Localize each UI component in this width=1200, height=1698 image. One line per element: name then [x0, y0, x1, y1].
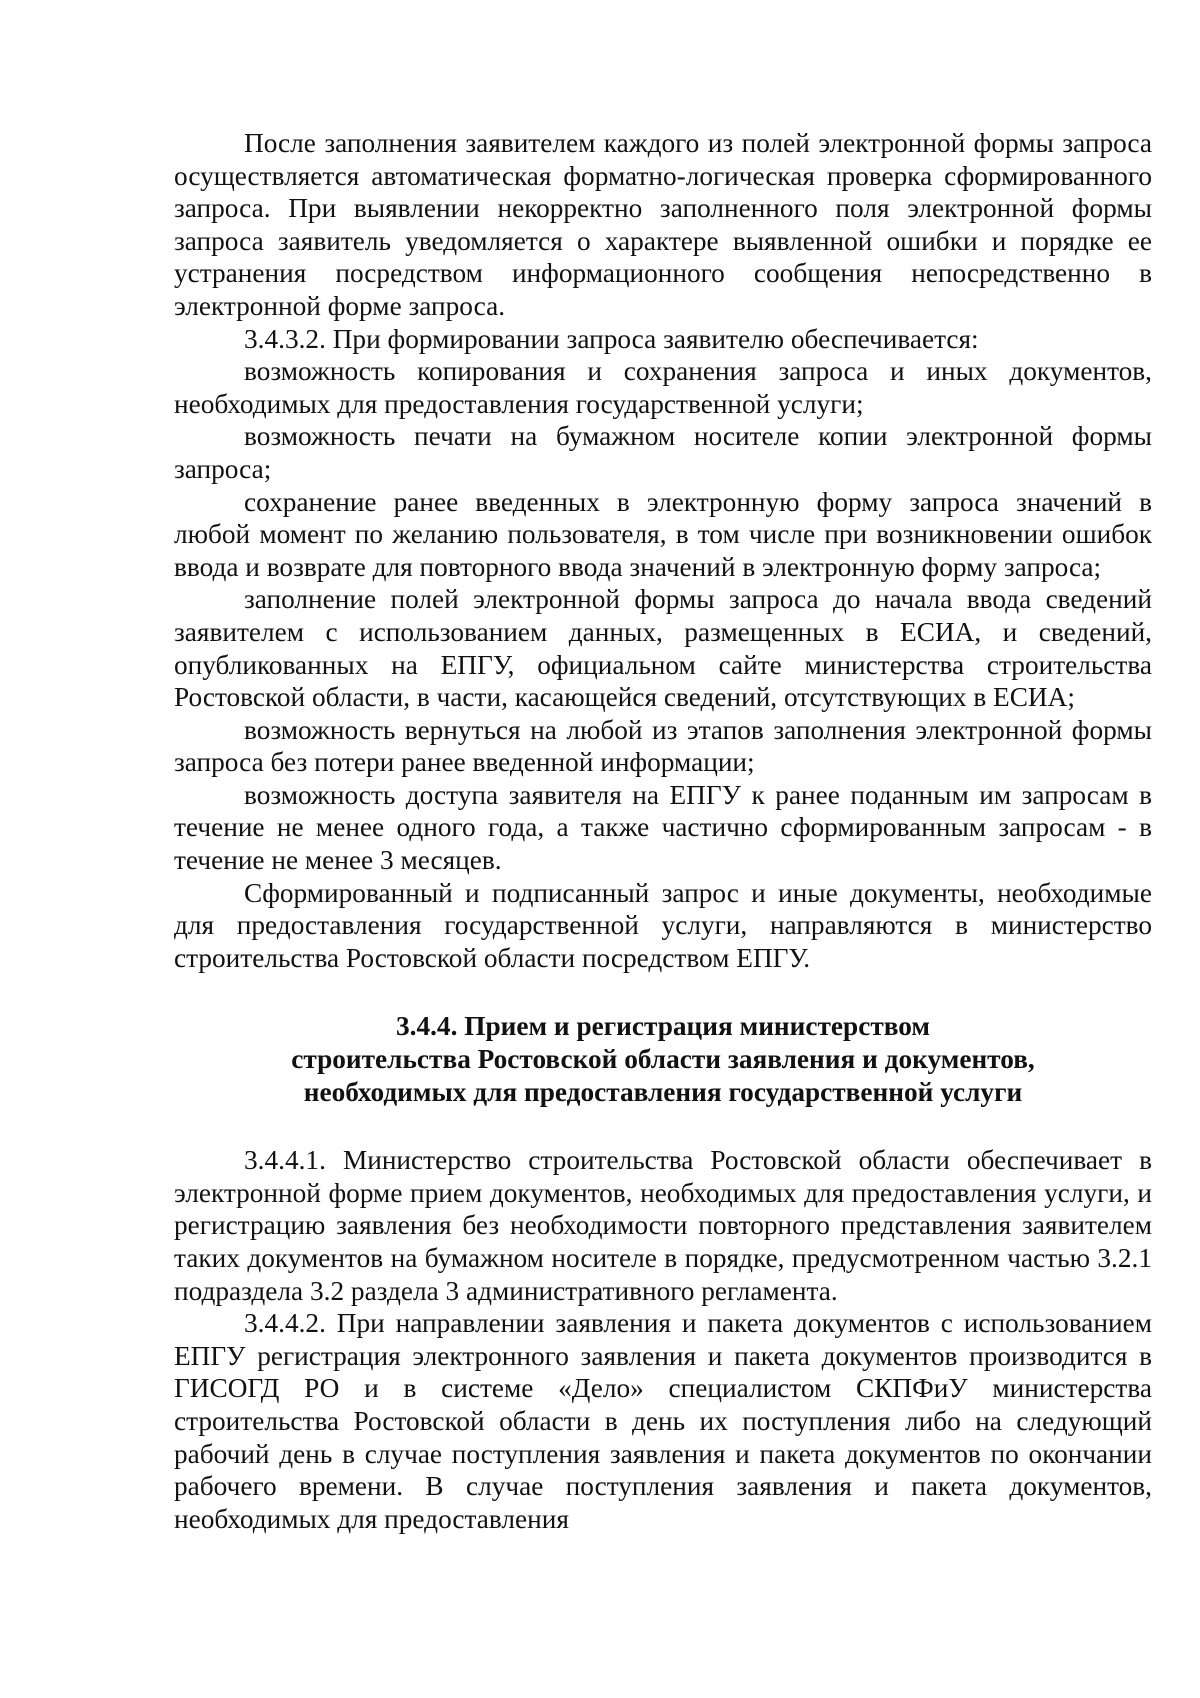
document-page — [174, 127, 1152, 1535]
paragraph-3-4-3-2: 3.4.3.2. При формировании запроса заявителю обеспечивается: — [244, 323, 979, 354]
paragraph-submitted-request: Сформированный и подписанный запрос и иные документы, необходимые для предоставления государственной услуги, направляются в министерство строительства Ростовской области посредством ЕПГУ. — [174, 877, 1152, 973]
section-heading-line-3: необходимых для предоставления государственной услуги — [303, 1076, 1023, 1107]
section-heading-line-2: строительства Ростовской области заявления и документов, — [291, 1044, 1035, 1075]
paragraph-3-4-4-2: 3.4.4.2. При направлении заявления и пакета документов с использованием ЕПГУ регистрация электронного заявления и пакета документов производится в ГИСОГД РО и в системе «Дело» специалистом СКПФиУ министерства строительства Ростовской области в день их поступления либо на следующий рабочий день в случае поступления заявления и пакета документов по окончании рабочего времени. В случае поступления заявления и пакета документов, необходимых для предоставления — [174, 1308, 1152, 1534]
paragraph-access-requests: возможность доступа заявителя на ЕПГУ к ранее поданным им запросам в течение не менее одного года, а также частично сформированным запросам - в течение не менее 3 месяцев. — [174, 779, 1152, 876]
paragraph-print: возможность печати на бумажном носителе копии электронной формы запроса; — [174, 421, 1152, 484]
paragraph-3-4-4-1: 3.4.4.1. Министерство строительства Ростовской области обеспечивает в электронной форме прием документов, необходимых для предоставления услуги, и регистрацию заявления без необходимости повторного представления заявителем таких документов на бумажном носителе в порядке, предусмотренном частью 3.2.1 подраздела 3.2 раздела 3 административного регламента. — [174, 1145, 1152, 1306]
paragraph-return-step: возможность вернуться на любой из этапов заполнения электронной формы запроса без потери ранее введенной информации; — [174, 714, 1152, 778]
paragraph-form-validation: После заполнения заявителем каждого из полей электронной формы запроса осуществляется автоматическая форматно-логическая проверка сформированного запроса. При выявлении некорректно заполненного поля электронной формы запроса заявитель уведомляется о характере выявленной ошибки и порядке ее устранения посредством информационного сообщения непосредственно в электронной форме запроса. — [174, 128, 1152, 321]
paragraph-copy-save: возможность копирования и сохранения запроса и иных документов, необходимых для предоставления государственной услуги; — [174, 356, 1152, 419]
section-heading-line-1: 3.4.4. Прием и регистрация министерством — [395, 1011, 931, 1042]
paragraph-prefill: заполнение полей электронной формы запроса до начала ввода сведений заявителем с использованием данных, размещенных в ЕСИА, и сведений, опубликованных на ЕПГУ, официальном сайте министерства строительства Ростовской области, в части, касающейся сведений, отсутствующих в ЕСИА; — [174, 584, 1152, 713]
section-heading — [174, 1010, 1152, 1108]
paragraph-save-values: сохранение ранее введенных в электронную форму запроса значений в любой момент по желанию пользователя, в том числе при возникновении ошибок ввода и возврате для повторного ввода значений в электронную форму запроса; — [174, 486, 1152, 582]
